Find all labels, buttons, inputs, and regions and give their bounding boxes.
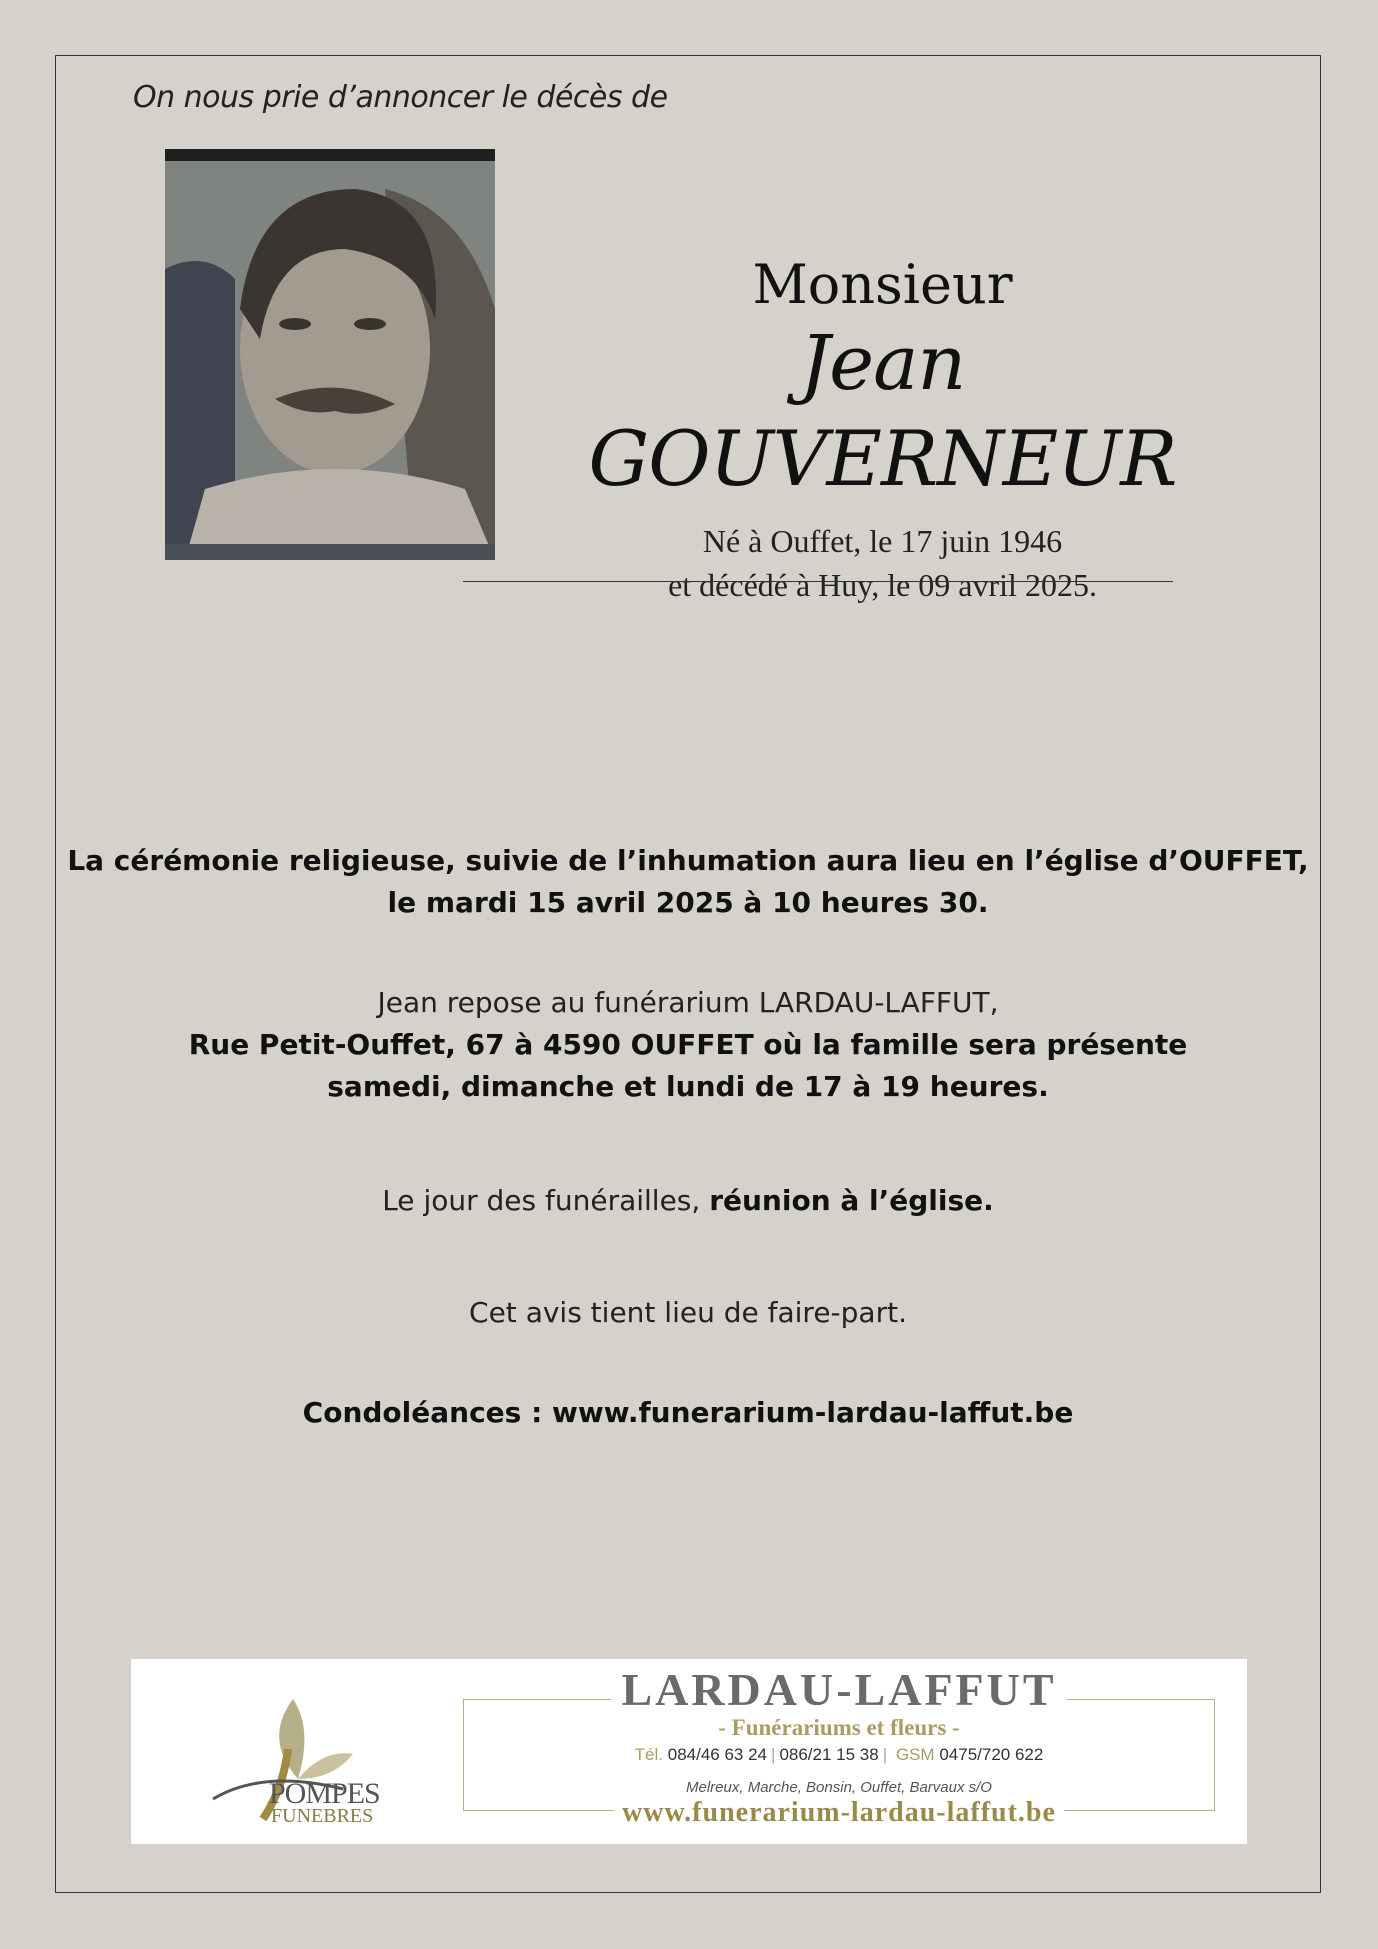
notice-text: Cet avis tient lieu de faire-part. (469, 1296, 907, 1329)
death-line: et décédé à Huy, le 09 avril 2025. (668, 567, 1097, 603)
honorific: Monsieur (752, 253, 1013, 316)
funerarium-paragraph (55, 982, 1321, 1108)
meeting-prefix: Le jour des funérailles, (382, 1184, 701, 1217)
funerarium-line-3: samedi, dimanche et lundi de 17 à 19 heures. (327, 1070, 1049, 1103)
funerarium-line-1: Jean repose au funérarium LARDAU-LAFFUT, (377, 986, 999, 1019)
funerarium-line-2: Rue Petit-Ouffet, 67 à 4590 OUFFET où la famille sera présente (188, 1028, 1188, 1061)
website-link[interactable]: www.funerarium-lardau-laffut.be (614, 1797, 1064, 1829)
brand-name: LARDAU-LAFFUT (611, 1667, 1066, 1713)
gsm-number[interactable]: 0475/720 622 (939, 1745, 1044, 1764)
condolences-link[interactable]: Condoléances : www.funerarium-lardau-laffut.be (302, 1396, 1074, 1429)
phone-numbers: Tél. 084/46 63 24 | 086/21 15 38 | GSM 0475/720 622 (634, 1745, 1044, 1764)
funeral-home-banner (131, 1659, 1247, 1844)
logo-text-pompes: POMPES (269, 1777, 380, 1810)
gsm-label: GSM (895, 1745, 935, 1764)
deceased-name: Jean GOUVERNEUR (588, 318, 1177, 503)
meeting-emphasis: réunion à l’église. (709, 1184, 994, 1217)
birth-line: Né à Ouffet, le 17 juin 1946 (702, 523, 1063, 559)
phone-2[interactable]: 086/21 15 38 (779, 1745, 879, 1764)
deceased-title-block (520, 255, 1245, 607)
intro-text: On nous prie d’annoncer le décès de (133, 80, 668, 115)
ceremony-line-2: le mardi 15 avril 2025 à 10 heures 30. (387, 886, 989, 919)
ceremony-line-1: La cérémonie religieuse, suivie de l’inhumation aura lieu en l’église d’OUFFET, (67, 844, 1309, 877)
locations: Melreux, Marche, Bonsin, Ouffet, Barvaux s/O (686, 1779, 992, 1796)
ceremony-paragraph (55, 840, 1321, 924)
tagline: - Funérariums et fleurs - (718, 1715, 960, 1740)
tel-label: Tél. (634, 1745, 664, 1764)
portrait-photo (165, 149, 495, 560)
phone-1[interactable]: 084/46 63 24 (667, 1745, 768, 1764)
logo-text-funebres: FUNEBRES (271, 1805, 374, 1827)
meeting-paragraph (55, 1180, 1321, 1222)
divider (463, 581, 1173, 582)
